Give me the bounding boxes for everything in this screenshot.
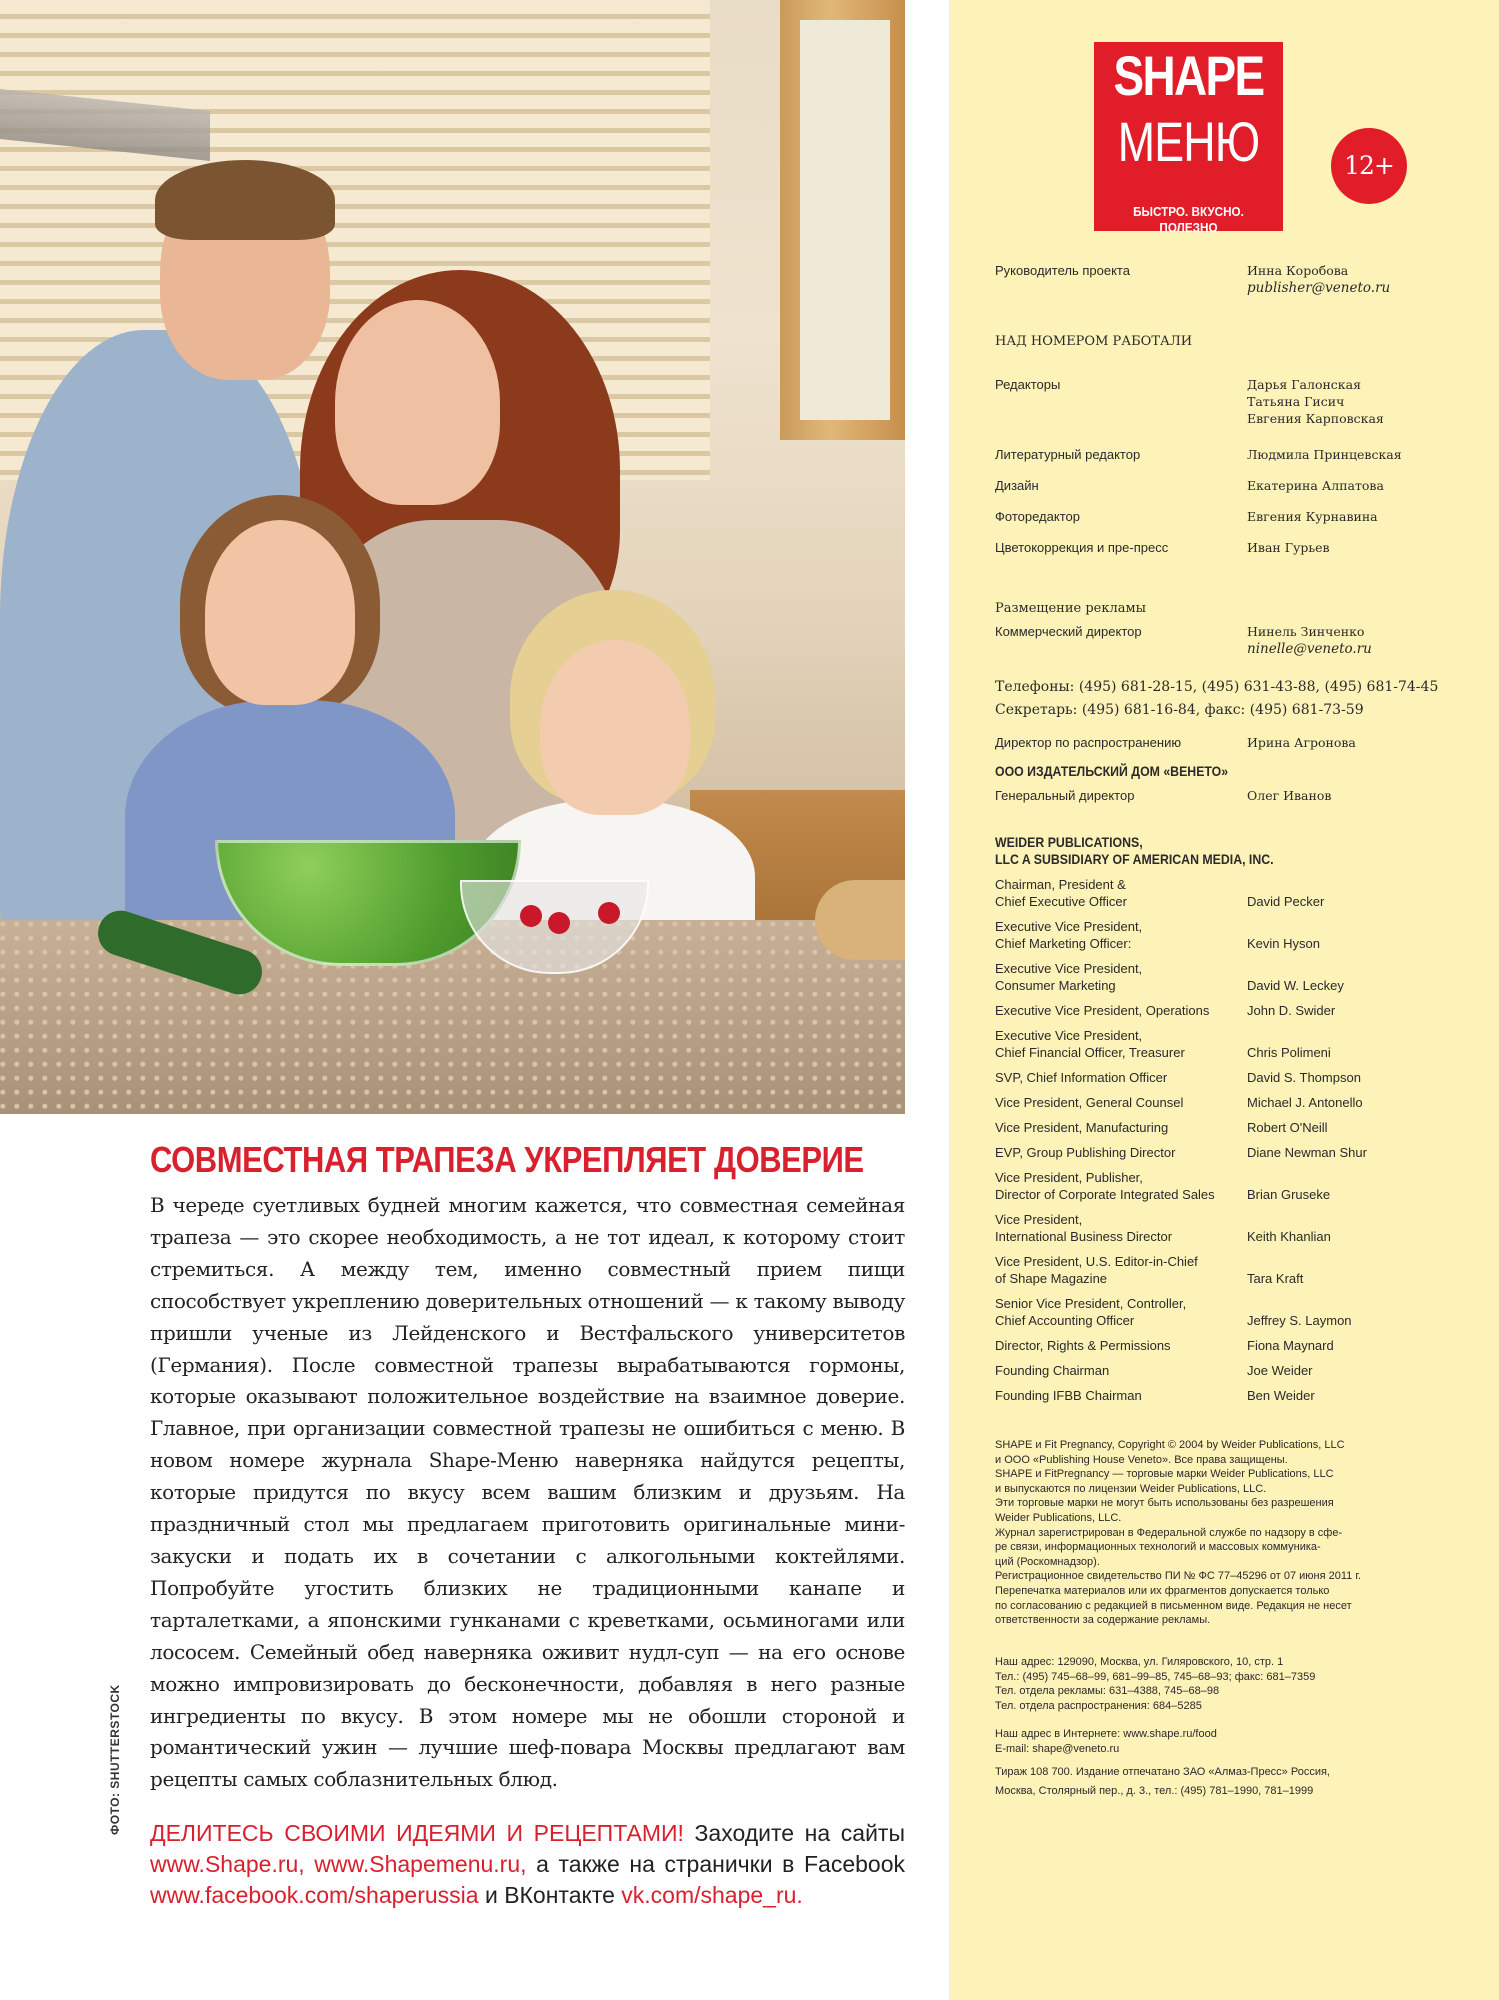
cta-text: а также на странички в Facebook [526, 1851, 905, 1878]
staff-row [995, 446, 1465, 463]
role-label [995, 1211, 1247, 1245]
print-line: Москва, Столярный пер., д. 3., тел.: (495) 781–1990, 781–1999 [995, 1785, 1314, 1797]
ads-email[interactable]: ninelle@veneto.ru [1247, 641, 1372, 657]
role-label [995, 1094, 1247, 1111]
weider-staff-row [995, 1211, 1465, 1245]
person-name: David S. Thompson [1247, 1070, 1361, 1085]
facebook-link[interactable]: www.facebook.com/shaperussia [150, 1882, 479, 1909]
ads-heading: Размещение рекламы [995, 601, 1146, 616]
call-to-action [150, 1818, 905, 1911]
weider-staff-row [995, 960, 1465, 994]
legal-line: ответственности за содержание рекламы. [995, 1614, 1211, 1627]
secretary-line: Секретарь: (495) 681-16-84, факс: (495) 681-73-59 [995, 702, 1364, 718]
role-line: Executive Vice President, Operations [995, 1003, 1210, 1018]
legal-line: ций (Роскомнадзор). [995, 1555, 1100, 1568]
role-line: Founding Chairman [995, 1363, 1110, 1378]
role-line: EVP, Group Publishing Director [995, 1145, 1176, 1160]
person-name: Chris Polimeni [1247, 1045, 1331, 1060]
publisher-house [995, 763, 1465, 780]
person-name: John D. Swider [1247, 1003, 1336, 1018]
distribution-director [995, 734, 1465, 751]
article-body: В череде суетливых будней многим кажется, что совместная семейная трапеза — это скорее необходимость, а не тот идеал, к которому стоит стремиться. А между тем, именно совместный прием пищи способствует укреплению доверительных отношений — к такому выводу пришли ученые из Лейденского и Вестфальского университетов (Германия). После совместной трапезы вырабатываются гормоны, которые оказывают положительное воздействие на взаимное доверие. Главное, при организации совместной трапезы не ошибиться с меню. В новом номере журнала Shape-Меню наверняка найдутся рецепты, которые придутся по вкусу всем вашим близким и друзьям. На праздничный стол мы предлагаем приготовить оригинальные мини-закуски и подать их в сочетании с алкогольными коктейлями. Попробуйте угостить близких не традиционными канапе и тарталетками, а японскими гунканами с креветками, осьминогами или лососем. Семейный обед наверняка оживит нудл-суп — на его основе можно импровизировать до бесконечности, добавляя в него разные ингредиенты по вкусу. В этом номере мы не обошли стороной и романтический ужин — лучшие шеф-повара Москвы предлагают вам рецепты самых соблазнительных блюд. [150, 1193, 905, 1792]
cta-lead: ДЕЛИТЕСЬ СВОИМИ ИДЕЯМИ И РЕЦЕПТАМИ! [150, 1820, 684, 1847]
legal-notice [995, 1438, 1425, 1628]
weider-staff-row [995, 1387, 1465, 1404]
article [150, 1138, 905, 1911]
masthead-panel [949, 0, 1499, 2000]
person-name: Ирина Агронова [1247, 735, 1356, 750]
shape-menu-logo [1094, 42, 1283, 235]
person-name: David Pecker [1247, 894, 1325, 909]
weider-staff-row [995, 1027, 1465, 1061]
role-label [995, 1169, 1247, 1203]
role-label [995, 1337, 1247, 1354]
person-name: Brian Gruseke [1247, 1187, 1331, 1202]
staff-row [995, 539, 1465, 556]
role-line: Chief Accounting Officer [995, 1313, 1135, 1328]
role-line: Chief Marketing Officer: [995, 936, 1132, 951]
general-director [995, 787, 1465, 804]
window-glass [800, 20, 890, 420]
editor-name: Дарья Галонская [1247, 377, 1361, 392]
legal-line: Weider Publications, LLC. [995, 1511, 1122, 1524]
role-label: Руководитель проекта [995, 263, 1130, 278]
email-line: E-mail: shape@veneto.ru [995, 1742, 1120, 1755]
role-line: SVP, Chief Information Officer [995, 1070, 1168, 1085]
address-line: Тел. отдела распространения: 684–5285 [995, 1699, 1202, 1712]
weider-staff-row [995, 1119, 1465, 1136]
address-line: Наш адрес: 129090, Москва, ул. Гиляровского, 10, стр. 1 [995, 1656, 1284, 1668]
legal-line: и ООО «Publishing House Veneto». Все права защищены. [995, 1453, 1288, 1466]
role-line: Director of Corporate Integrated Sales [995, 1187, 1215, 1202]
girl-face [205, 520, 355, 705]
publisher-house-name: ООО ИЗДАТЕЛЬСКИЙ ДОМ «ВЕНЕТО» [995, 763, 1229, 779]
role-label [995, 1027, 1247, 1061]
weider-staff-row [995, 1002, 1465, 1019]
role-label [995, 1119, 1247, 1136]
cherry-tomato [548, 912, 570, 934]
role-label: Цветокоррекция и пре-пресс [995, 540, 1169, 555]
person-name: Нинель Зинченко [1247, 624, 1365, 639]
cta-text: Заходите на сайты [683, 1820, 905, 1847]
phones-line: Телефоны: (495) 681-28-15, (495) 631-43-88, (495) 681-74-45 [995, 679, 1439, 695]
role-label [995, 1002, 1247, 1019]
address-line: Тел.: (495) 745–68–99, 681–99–85, 745–68–93; факс: 681–7359 [995, 1670, 1316, 1683]
role-line: Executive Vice President, [995, 961, 1143, 976]
role-label [995, 918, 1247, 952]
weider-staff-row [995, 1069, 1465, 1086]
internet-block [995, 1727, 1425, 1756]
staff-row [995, 508, 1465, 525]
editors-block [995, 376, 1465, 427]
father-hair [155, 160, 335, 240]
article-title: СОВМЕСТНАЯ ТРАПЕЗА УКРЕПЛЯЕТ ДОВЕРИЕ [150, 1139, 864, 1180]
team-heading: НАД НОМЕРОМ РАБОТАЛИ [995, 334, 1193, 349]
person-name: Kevin Hyson [1247, 936, 1320, 951]
age-rating-badge: 12+ [1331, 128, 1407, 204]
weider-staff-row [995, 1169, 1465, 1203]
person-name: Инна Коробова [1247, 263, 1349, 278]
role-line: Executive Vice President, [995, 919, 1143, 934]
role-line: Vice President, [995, 1212, 1083, 1227]
weider-line: LLC A SUBSIDIARY OF AMERICAN MEDIA, INC. [995, 851, 1274, 867]
editor-name: Татьяна Гисич [1247, 394, 1345, 409]
legal-line: Журнал зарегистрирован в Федеральной службе по надзору в сфе- [995, 1526, 1343, 1539]
weider-staff-row [995, 1295, 1465, 1329]
legal-line: Регистрационное свидетельство ПИ № ФС 77–45296 от 07 июня 2011 г. [995, 1570, 1362, 1583]
cutting-board [815, 880, 905, 960]
role-label: Литературный редактор [995, 447, 1141, 462]
legal-line: SHAPE и FitPregnancy — торговые марки Weider Publications, LLC [995, 1468, 1334, 1481]
cherry-tomato [598, 902, 620, 924]
role-label: Фоторедактор [995, 509, 1080, 524]
person-name: Екатерина Алпатова [1247, 478, 1384, 493]
person-name: David W. Leckey [1247, 978, 1344, 993]
logo-menu: МЕНЮ [1117, 110, 1260, 173]
photo-credit: ФОТО: SHUTTERSTOCK [108, 1684, 122, 1835]
print-line: Тираж 108 700. Издание отпечатано ЗАО «Алмаз-Пресс» Россия, [995, 1766, 1330, 1778]
weider-staff-row [995, 1362, 1465, 1379]
address-block [995, 1655, 1425, 1713]
logo-tagline: БЫСТРО. ВКУСНО. ПОЛЕЗНО [1133, 204, 1244, 235]
weider-staff-row [995, 1144, 1465, 1161]
person-name: Иван Гурьев [1247, 540, 1330, 555]
weider-staff-list [995, 876, 1465, 1412]
person-name: Diane Newman Shur [1247, 1145, 1367, 1160]
address-line: Тел. отдела рекламы: 631–4388, 745–68–98 [995, 1685, 1220, 1698]
vk-link[interactable]: vk.com/shape_ru. [621, 1882, 803, 1909]
commercial-director [995, 623, 1465, 658]
role-label [995, 1362, 1247, 1379]
legal-line: и выпускаются по лицензии Weider Publications, LLC. [995, 1482, 1267, 1495]
role-label [995, 1387, 1247, 1404]
person-name: Keith Khanlian [1247, 1229, 1331, 1244]
person-name: Jeffrey S. Laymon [1247, 1313, 1352, 1328]
weider-staff-row [995, 876, 1465, 910]
person-name: Олег Иванов [1247, 788, 1332, 803]
role-line: Chairman, President & [995, 877, 1126, 892]
role-label [995, 1295, 1247, 1329]
person-name: Евгения Курнавина [1247, 509, 1378, 524]
legal-line: Перепечатка материалов или их фрагментов допускается только [995, 1584, 1330, 1597]
role-label: Директор по распространению [995, 735, 1182, 750]
role-line: Chief Financial Officer, Treasurer [995, 1045, 1185, 1060]
role-label [995, 960, 1247, 994]
logo-shape: SHAPE [1113, 44, 1264, 107]
legal-line: Эти торговые марки не могут быть использованы без разрешения [995, 1497, 1334, 1510]
role-label [995, 1069, 1247, 1086]
role-line: of Shape Magazine [995, 1271, 1108, 1286]
publisher-email[interactable]: publisher@veneto.ru [1247, 280, 1391, 296]
legal-line: ре связи, информационных технологий и массовых коммуника- [995, 1541, 1321, 1554]
family-photo [0, 0, 905, 1114]
weider-staff-row [995, 1253, 1465, 1287]
role-line: Vice President, Manufacturing [995, 1120, 1169, 1135]
person-name: Людмила Принцевская [1247, 447, 1402, 462]
print-block [995, 1763, 1425, 1801]
project-lead [995, 262, 1465, 297]
role-label [995, 876, 1247, 910]
person-name: Fiona Maynard [1247, 1338, 1334, 1353]
role-label [995, 1144, 1247, 1161]
editor-name: Евгения Карповская [1247, 411, 1384, 426]
cta-text: и ВКонтакте [478, 1882, 622, 1909]
weider-heading [995, 834, 1465, 868]
cherry-tomato [520, 905, 542, 927]
role-label: Коммерческий директор [995, 624, 1142, 639]
person-name: Joe Weider [1247, 1363, 1313, 1378]
person-name: Ben Weider [1247, 1388, 1315, 1403]
role-line: Senior Vice President, Controller, [995, 1296, 1187, 1311]
sites-link[interactable]: www.Shape.ru, www.Shapemenu.ru, [150, 1851, 527, 1878]
weider-staff-row [995, 1337, 1465, 1354]
person-name: Tara Kraft [1247, 1271, 1304, 1286]
phones-block [995, 676, 1465, 722]
person-name: Michael J. Antonello [1247, 1095, 1363, 1110]
staff-row [995, 477, 1465, 494]
boy-face [540, 640, 690, 815]
role-line: Executive Vice President, [995, 1028, 1143, 1043]
weider-staff-row [995, 1094, 1465, 1111]
role-label: Генеральный директор [995, 788, 1135, 803]
role-line: Chief Executive Officer [995, 894, 1127, 909]
person-name: Robert O'Neill [1247, 1120, 1328, 1135]
mother-face [335, 300, 500, 505]
role-label: Дизайн [995, 478, 1039, 493]
role-line: Founding IFBB Chairman [995, 1388, 1142, 1403]
role-label [995, 1253, 1247, 1287]
role-line: Vice President, General Counsel [995, 1095, 1184, 1110]
role-line: Consumer Marketing [995, 978, 1116, 993]
role-line: Vice President, U.S. Editor-in-Chief [995, 1254, 1198, 1269]
legal-line: SHAPE и Fit Pregnancy, Copyright © 2004 by Weider Publications, LLC [995, 1439, 1345, 1451]
weider-line: WEIDER PUBLICATIONS, [995, 834, 1143, 850]
role-line: Vice President, Publisher, [995, 1170, 1143, 1185]
website-line: Наш адрес в Интернете: www.shape.ru/food [995, 1728, 1217, 1740]
role-label: Редакторы [995, 377, 1061, 392]
weider-staff-row [995, 918, 1465, 952]
role-line: Director, Rights & Permissions [995, 1338, 1171, 1353]
legal-line: по согласованию с редакцией в письменном виде. Редакция не несет [995, 1599, 1352, 1612]
role-line: International Business Director [995, 1229, 1173, 1244]
